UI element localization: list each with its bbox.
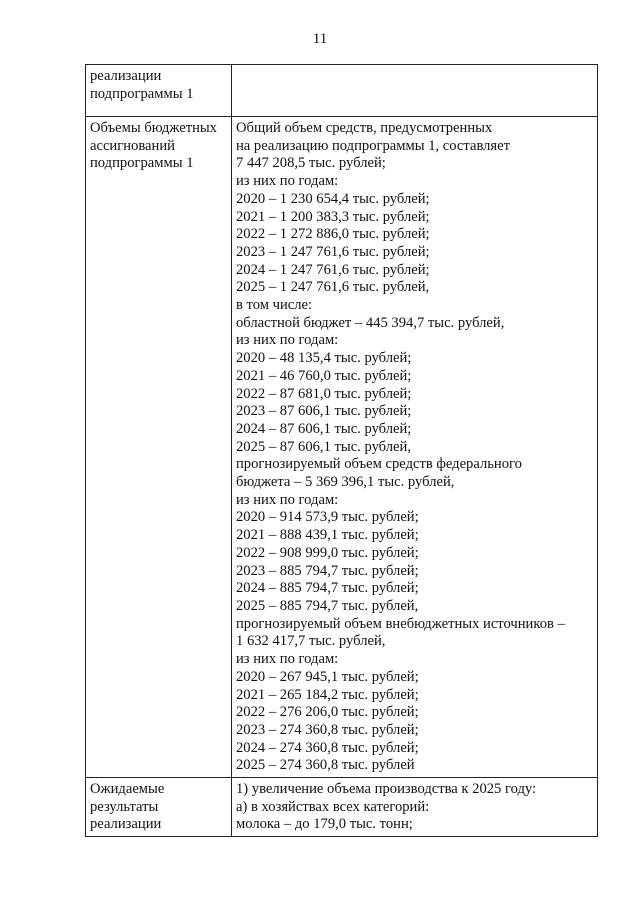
program-table — [85, 64, 598, 837]
text-line: 1 632 417,7 тыс. рублей, — [236, 633, 386, 650]
text-line: подпрограммы 1 — [90, 85, 194, 102]
text-line: 2020 – 1 230 654,4 тыс. рублей; — [236, 190, 430, 207]
text-line: областной бюджет – 445 394,7 тыс. рублей, — [236, 314, 505, 331]
text-line: Общий объем средств, предусмотренных — [236, 120, 493, 136]
row-content-cell — [232, 778, 598, 837]
text-line: 2023 – 885 794,7 тыс. рублей; — [236, 562, 419, 579]
text-line: в том числе: — [236, 297, 313, 314]
text-line: а) в хозяйствах всех категорий: — [236, 798, 430, 815]
text-line: из них по годам: — [236, 173, 339, 190]
text-line: 2025 – 1 247 761,6 тыс. рублей, — [236, 279, 430, 296]
text-line: 2024 – 885 794,7 тыс. рублей; — [236, 580, 419, 597]
text-line: Объемы бюджетных — [90, 120, 217, 136]
text-line: ассигнований — [90, 137, 175, 154]
text-line: 2023 – 87 606,1 тыс. рублей; — [236, 403, 412, 420]
text-line: 2023 – 274 360,8 тыс. рублей; — [236, 721, 419, 738]
text-line: результаты — [90, 798, 159, 815]
row-label-cell — [86, 117, 232, 778]
text-line: 2022 – 87 681,0 тыс. рублей; — [236, 385, 412, 402]
page-number: 11 — [312, 31, 328, 47]
text-line: 2025 – 885 794,7 тыс. рублей, — [236, 597, 419, 614]
text-line: 2024 – 1 247 761,6 тыс. рублей; — [236, 261, 430, 278]
text-line: из них по годам: — [236, 332, 339, 349]
text-line: 2020 – 914 573,9 тыс. рублей; — [236, 509, 419, 526]
text-line: реализации — [90, 816, 162, 833]
text-line: подпрограммы 1 — [90, 155, 194, 172]
text-line: 2021 – 265 184,2 тыс. рублей; — [236, 686, 419, 703]
text-line: молока – до 179,0 тыс. тонн; — [236, 816, 413, 833]
text-line: 2024 – 87 606,1 тыс. рублей; — [236, 420, 412, 437]
text-line: 2020 – 267 945,1 тыс. рублей; — [236, 668, 419, 685]
row-label-cell — [86, 778, 232, 837]
row-content-cell — [232, 65, 598, 117]
row-content-cell — [232, 117, 598, 778]
text-line: 7 447 208,5 тыс. рублей; — [236, 155, 386, 172]
text-line: прогнозируемый объем внебюджетных источников – — [236, 615, 565, 632]
table-row-implementation — [86, 65, 598, 117]
text-line: 2021 – 1 200 383,3 тыс. рублей; — [236, 208, 430, 225]
text-line: 2025 – 274 360,8 тыс. рублей — [236, 757, 415, 774]
text-line: 2021 – 46 760,0 тыс. рублей; — [236, 367, 412, 384]
table-row-expected-results — [86, 778, 598, 837]
row-label-cell — [86, 65, 232, 117]
text-line: на реализацию подпрограммы 1, составляет — [236, 137, 510, 154]
text-line: 2025 – 87 606,1 тыс. рублей, — [236, 438, 411, 455]
text-line: 2020 – 48 135,4 тыс. рублей; — [236, 350, 412, 367]
text-line: из них по годам: — [236, 491, 339, 508]
text-line: 2023 – 1 247 761,6 тыс. рублей; — [236, 243, 430, 260]
text-line: 2024 – 274 360,8 тыс. рублей; — [236, 739, 419, 756]
table-row-budget-allocations — [86, 117, 598, 778]
text-line: Ожидаемые — [90, 781, 165, 798]
text-line: 2022 – 1 272 886,0 тыс. рублей; — [236, 226, 430, 243]
text-line: 2022 – 908 999,0 тыс. рублей; — [236, 544, 419, 561]
text-line: бюджета – 5 369 396,1 тыс. рублей, — [236, 474, 455, 491]
text-line: 2021 – 888 439,1 тыс. рублей; — [236, 527, 419, 544]
text-line: из них по годам: — [236, 651, 339, 668]
text-line: прогнозируемый объем средств федерального — [236, 456, 522, 473]
text-line: реализации — [90, 68, 162, 84]
text-line: 2022 – 276 206,0 тыс. рублей; — [236, 704, 419, 721]
text-line: 1) увеличение объема производства к 2025 году: — [236, 781, 537, 798]
